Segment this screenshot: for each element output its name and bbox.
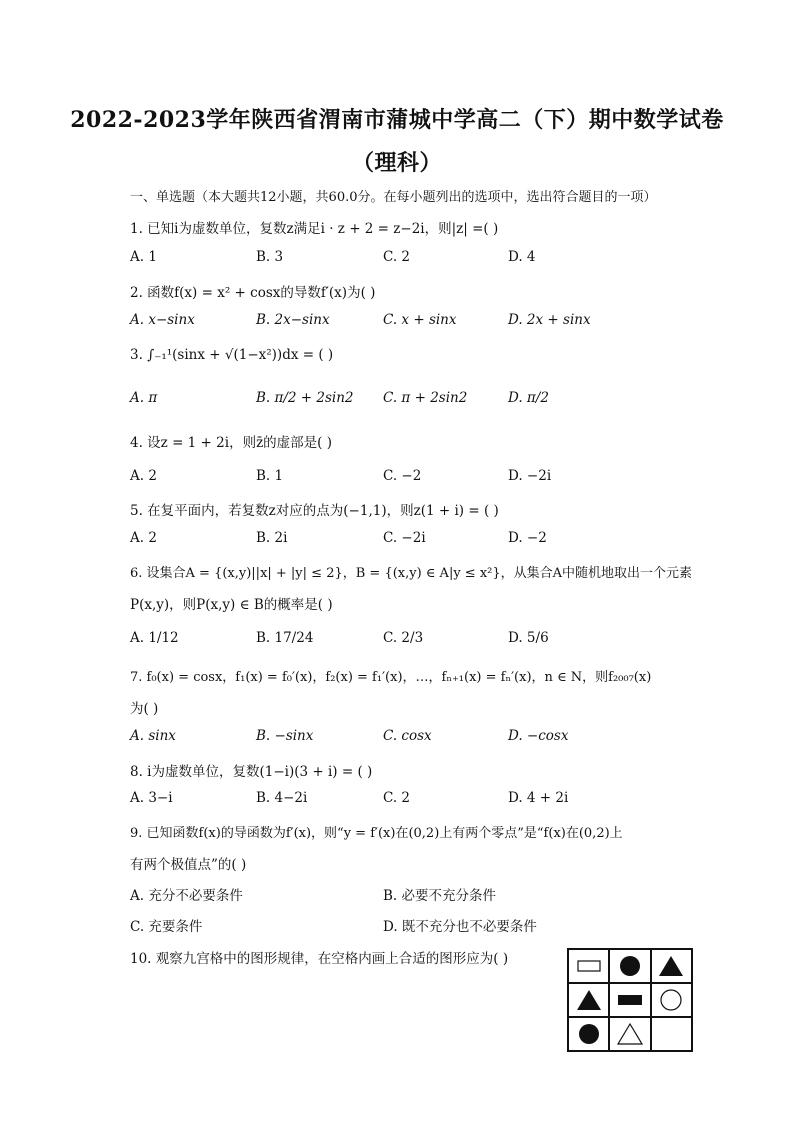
- q2-option-c: C. x + sinx: [383, 312, 457, 328]
- q9-option-d: D. 既不充分也不必要条件: [383, 919, 537, 935]
- circle-outline-icon: [651, 983, 692, 1017]
- q5-option-b: B. 2i: [256, 530, 288, 546]
- question-9-stem-cont: 有两个极值点”的( ): [130, 857, 247, 873]
- rectangle-filled-icon: [609, 983, 650, 1017]
- q8-option-a: A. 3−i: [130, 790, 173, 806]
- circle-filled-icon: [609, 949, 650, 983]
- question-2-stem: 2. 函数f(x) = x² + cosx的导数f′(x)为( ): [130, 285, 376, 301]
- empty-cell: [651, 1017, 692, 1051]
- question-9-stem: 9. 已知函数f(x)的导函数为f′(x)，则“y = f′(x)在(0,2)上有两个零点”是“f(x)在(0,2)上: [130, 826, 623, 841]
- q8-option-b: B. 4−2i: [256, 790, 308, 806]
- rectangle-outline-icon: [568, 949, 609, 983]
- q1-option-c: C. 2: [383, 249, 411, 265]
- q7-option-c: C. cosx: [383, 728, 432, 744]
- question-7-stem: 7. f₀(x) = cosx，f₁(x) = f₀′(x)，f₂(x) = f₁′(x)，…，fₙ₊₁(x) = fₙ′(x)，n ∈ N，则f₂₀₀₇(x): [130, 670, 652, 685]
- circle-filled-icon: [568, 1017, 609, 1051]
- q3-option-b: B. π/2 + 2sin2: [256, 390, 354, 406]
- q7-option-d: D. −cosx: [508, 728, 569, 744]
- q4-option-c: C. −2: [383, 468, 422, 484]
- question-6-stem-cont: P(x,y)，则P(x,y) ∈ B的概率是( ): [130, 597, 333, 613]
- q3-option-c: C. π + 2sin2: [383, 390, 468, 406]
- q5-option-c: C. −2i: [383, 530, 426, 546]
- question-5-stem: 5. 在复平面内，若复数z对应的点为(−1,1)，则z(1 + i) = ( ): [130, 503, 499, 519]
- q9-option-b: B. 必要不充分条件: [383, 888, 497, 904]
- question-4-stem: 4. 设z = 1 + 2i，则z̄的虚部是( ): [130, 435, 333, 451]
- q3-option-d: D. π/2: [508, 390, 549, 406]
- q8-option-d: D. 4 + 2i: [508, 790, 569, 806]
- q9-option-a: A. 充分不必要条件: [130, 888, 243, 904]
- title-line1: 2022-2023学年陕西省渭南市蒲城中学高二（下）期中数学试卷: [70, 107, 724, 133]
- question-1-stem: 1. 已知i为虚数单位，复数z满足i · z + 2 = z−2i，则|z| =( ): [130, 221, 499, 237]
- q9-option-c: C. 充要条件: [130, 919, 203, 935]
- q3-option-a: A. π: [130, 390, 158, 406]
- q1-option-a: A. 1: [130, 249, 157, 265]
- q2-option-a: A. x−sinx: [130, 312, 195, 328]
- question-3-stem: 3. ∫₋₁¹(sinx + √(1−x²))dx = ( ): [130, 347, 334, 363]
- q6-option-a: A. 1/12: [130, 630, 179, 646]
- triangle-outline-icon: [609, 1017, 650, 1051]
- q4-option-b: B. 1: [256, 468, 284, 484]
- q4-option-a: A. 2: [130, 468, 157, 484]
- q6-option-d: D. 5/6: [508, 630, 549, 646]
- q4-option-d: D. −2i: [508, 468, 552, 484]
- q5-option-a: A. 2: [130, 530, 157, 546]
- q2-option-d: D. 2x + sinx: [508, 312, 591, 328]
- q7-option-a: A. sinx: [130, 728, 176, 744]
- question-8-stem: 8. i为虚数单位，复数(1−i)(3 + i) = ( ): [130, 764, 373, 780]
- question-10-stem: 10. 观察九宫格中的图形规律，在空格内画上合适的图形应为( ): [130, 951, 509, 967]
- triangle-filled-icon: [568, 983, 609, 1017]
- title-line2: （理科）: [351, 150, 442, 176]
- nine-square-grid: [567, 948, 693, 1052]
- q5-option-d: D. −2: [508, 530, 547, 546]
- q7-option-b: B. −sinx: [256, 728, 314, 744]
- q1-option-b: B. 3: [256, 249, 284, 265]
- q8-option-c: C. 2: [383, 790, 411, 806]
- question-6-stem: 6. 设集合A = {(x,y)||x| + |y| ≤ 2}，B = {(x,y) ∈ A|y ≤ x²}，从集合A中随机地取出一个元素: [130, 566, 693, 581]
- q6-option-b: B. 17/24: [256, 630, 314, 646]
- q6-option-c: C. 2/3: [383, 630, 424, 646]
- section-heading: 一、单选题（本大题共12小题，共60.0分。在每小题列出的选项中，选出符合题目的一项）: [130, 190, 657, 205]
- q2-option-b: B. 2x−sinx: [256, 312, 330, 328]
- question-7-stem-cont: 为( ): [130, 701, 159, 717]
- q1-option-d: D. 4: [508, 249, 536, 265]
- triangle-filled-icon: [651, 949, 692, 983]
